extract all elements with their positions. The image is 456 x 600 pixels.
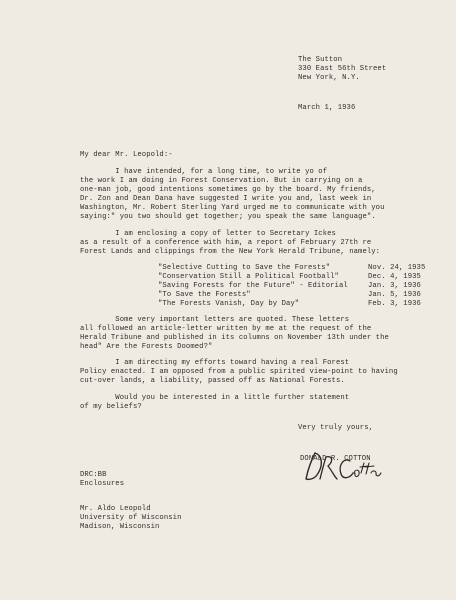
signer-name: DONALD R. COTTON: [300, 455, 371, 463]
clipping-date: Nov. 24, 1935: [368, 264, 426, 272]
clipping-title: "Selective Cutting to Save the Forests": [158, 264, 331, 272]
paragraph-2-line-3: Forest Lands and clippings from the New York Herald Tribune, namely:: [80, 248, 381, 256]
paragraph-2-line-2: as a result of a conference with him, a report of February 27th re: [80, 239, 372, 247]
paragraph-3-line-4: head" Are the Forests Doomed?": [80, 343, 213, 351]
recipient-name: Mr. Aldo Leopold: [80, 505, 151, 513]
enclosures-note: Enclosures: [80, 480, 125, 488]
paragraph-1-line-5: Washington, Mr. Robert Sterling Yard urged me to communicate with you: [80, 204, 385, 212]
clipping-date: Jan. 3, 1936: [368, 282, 421, 290]
reference-initials: DRC:BB: [80, 471, 107, 479]
recipient-city: Madison, Wisconsin: [80, 523, 160, 531]
clipping-title: "Conservation Still a Political Football": [158, 273, 339, 281]
paragraph-4-line-2: Policy enacted. I am opposed from a public spirited view-point to having: [80, 368, 398, 376]
paragraph-1-line-6: saying:" you two should get together; you speak the same language".: [80, 213, 376, 221]
paragraph-5-line-2: of my beliefs?: [80, 403, 142, 411]
paragraph-1-line-3: one-man job, good intentions sometimes go by the board. My friends,: [80, 186, 376, 194]
letterhead-line-3: New York, N.Y.: [298, 74, 360, 82]
paragraph-4-line-1: I am directing my efforts toward having a real Forest: [80, 359, 350, 367]
letterhead-line-1: The Sutton: [298, 56, 343, 64]
clipping-title: "To Save the Forests": [158, 291, 251, 299]
salutation: My dear Mr. Leopold:-: [80, 151, 173, 159]
clipping-date: Feb. 3, 1936: [368, 300, 421, 308]
paragraph-1-line-4: Dr. Zon and Dean Dana have suggested I write you and, last week in: [80, 195, 372, 203]
letterhead-line-2: 330 East 56th Street: [298, 65, 387, 73]
paragraph-1-line-2: the work I am doing in Forest Conservation. But in carrying on a: [80, 177, 363, 185]
letter-date: March 1, 1936: [298, 104, 356, 112]
clipping-title: "Saving Forests for the Future" - Editorial: [158, 282, 348, 290]
paragraph-3-line-2: all followed an article-letter written by me at the request of the: [80, 325, 372, 333]
paragraph-2-line-1: I am enclosing a copy of letter to Secretary Ickes: [80, 230, 336, 238]
recipient-institution: University of Wisconsin: [80, 514, 182, 522]
paragraph-5-line-1: Would you be interested in a little further statement: [80, 394, 350, 402]
clipping-date: Dec. 4, 1935: [368, 273, 421, 281]
paragraph-3-line-3: Herald Tribune and published in its columns on November 13th under the: [80, 334, 389, 342]
paragraph-3-line-1: Some very important letters are quoted. These letters: [80, 316, 350, 324]
clipping-date: Jan. 5, 1936: [368, 291, 421, 299]
paragraph-4-line-3: cut-over lands, a liability, passed off as National Forests.: [80, 377, 345, 385]
handwritten-signature: [300, 432, 382, 500]
clipping-title: "The Forests Vanish, Day by Day": [158, 300, 300, 308]
paragraph-1-line-1: I have intended, for a long time, to write yo of: [80, 168, 328, 176]
closing: Very truly yours,: [298, 424, 374, 432]
